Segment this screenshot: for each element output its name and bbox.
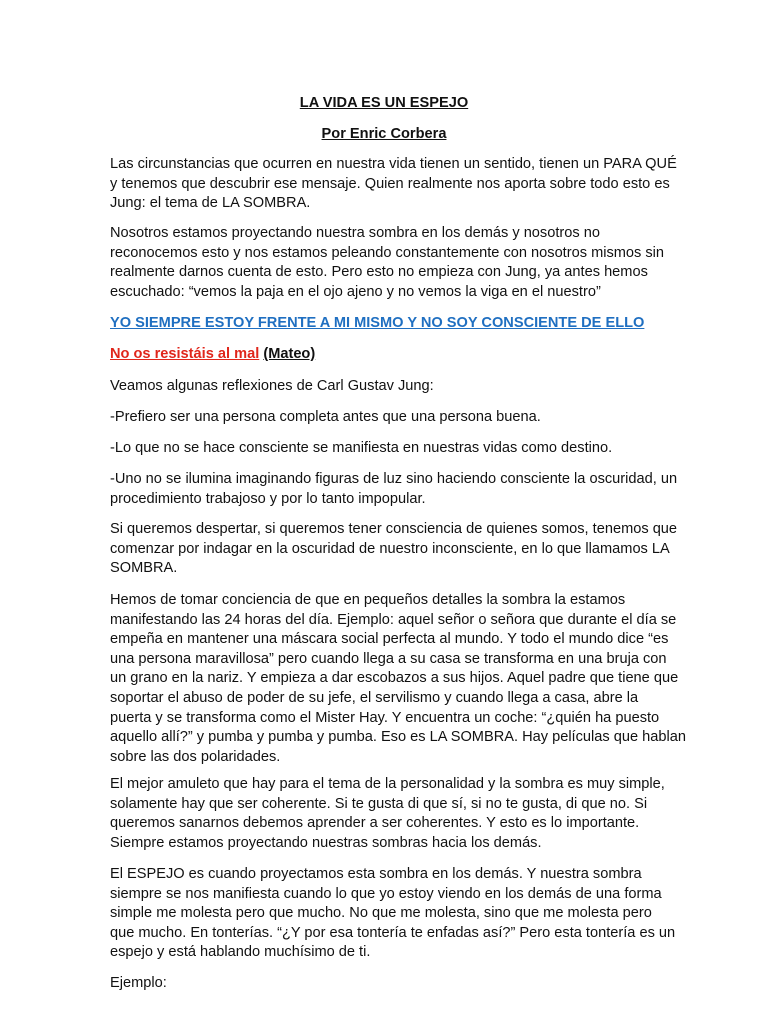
document-author: Por Enric Corbera bbox=[321, 126, 447, 142]
jung-quote-1: -Prefiero ser una persona completa antes que una persona buena. bbox=[110, 409, 541, 425]
paragraph-intro bbox=[110, 155, 677, 214]
text-line: solamente hay que ser coherente. Si te gusta di que sí, si no te gusta, di que no. Si bbox=[110, 795, 648, 812]
paragraph-despertar bbox=[110, 520, 678, 579]
text-line: aquello allí?” y pumba y pumba y pumba. Eso es LA SOMBRA. Hay películas que hablan bbox=[110, 729, 686, 746]
jung-quote-2: -Lo que no se hace consciente se manifiesta en nuestras vidas como destino. bbox=[110, 440, 613, 456]
text-line: empeña en mantener una máscara social perfecta al mundo. Y todo el mundo dice “es bbox=[110, 631, 669, 648]
text-line: comenzar por indagar en la oscuridad de nuestro inconsciente, en lo que llamamos LA bbox=[110, 540, 670, 557]
text-line: una persona maravillosa” pero cuando llega a su casa se transforma en una bruja con bbox=[110, 650, 667, 667]
text-line: Las circunstancias que ocurren en nuestra vida tienen un sentido, tienen un PARA QUÉ bbox=[110, 156, 677, 172]
text-line: reconocemos esto y nos estamos peleando constantemente con nosotros mismos sin bbox=[110, 244, 665, 261]
paragraph-espejo bbox=[110, 865, 676, 963]
text-line: un grano en la nariz. Y empieza a dar escobazos a sus hijos. Aquel padre que tiene que bbox=[110, 670, 679, 687]
text-line: sobre las dos polaridades. bbox=[110, 748, 281, 765]
text-line: puerta y se transforma como el Mister Hay. Y encuentra un coche: “¿quién ha puesto bbox=[110, 709, 660, 726]
text-line: siempre se nos manifiesta cuando lo que yo estoy viendo en los demás de una forma bbox=[110, 885, 662, 902]
text-line: Hemos de tomar conciencia de que en pequeños detalles la sombra la estamos bbox=[110, 592, 626, 608]
document-title: LA VIDA ES UN ESPEJO bbox=[299, 95, 469, 111]
text-line: y tenemos que descubrir ese mensaje. Quien realmente nos aporta sobre todo esto es bbox=[110, 175, 670, 192]
jung-intro: Veamos algunas reflexiones de Carl Gustav Jung: bbox=[110, 378, 434, 394]
text-line: SOMBRA. bbox=[110, 560, 178, 577]
ejemplo-label: Ejemplo: bbox=[110, 975, 167, 991]
text-line: -Uno no se ilumina imaginando figuras de luz sino haciendo consciente la oscuridad, un bbox=[110, 471, 678, 487]
text-line: El mejor amuleto que hay para el tema de la personalidad y la sombra es muy simple, bbox=[110, 776, 665, 792]
text-line: Jung: el tema de LA SOMBRA. bbox=[110, 195, 311, 212]
red-heading-reference: (Mateo) bbox=[263, 346, 316, 362]
red-heading: No os resistáis al mal bbox=[110, 346, 260, 362]
text-line: simple me molesta pero que mucho. No que me molesta, sino que me molesta pero bbox=[110, 905, 652, 922]
paragraph-proyeccion bbox=[110, 224, 665, 302]
text-line: Si queremos despertar, si queremos tener consciencia de quienes somos, tenemos que bbox=[110, 521, 678, 537]
text-line: soportar el abuso de poder de su jefe, el servilismo y cuando llega a casa, abre la bbox=[110, 689, 639, 706]
text-line: El ESPEJO es cuando proyectamos esta sombra en los demás. Y nuestra sombra bbox=[110, 866, 642, 882]
text-line: procedimiento trabajoso y por lo tanto impopular. bbox=[110, 490, 426, 507]
paragraph-conciencia bbox=[110, 591, 686, 767]
text-line: Siempre estamos proyectando nuestras sombras hacia los demás. bbox=[110, 834, 542, 851]
text-line: Nosotros estamos proyectando nuestra sombra en los demás y nosotros no bbox=[110, 225, 600, 241]
jung-quote-3 bbox=[110, 470, 678, 509]
text-line: manifestando las 24 horas del día. Ejemplo: aquel señor o señora que durante el día se bbox=[110, 611, 677, 628]
blue-heading: YO SIEMPRE ESTOY FRENTE A MI MISMO Y NO SOY CONSCIENTE DE ELLO bbox=[110, 315, 645, 331]
red-heading-line bbox=[110, 345, 315, 365]
text-line: queremos sanarnos debemos aprender a ser coherentes. Y esto es lo importante. bbox=[110, 815, 640, 832]
text-line: realmente darnos cuenta de esto. Pero esto no empieza con Jung, ya antes hemos bbox=[110, 264, 648, 281]
text-line: que mucho. En tonterías. “¿Y por esa tontería te enfadas así?” Pero esta tontería es un bbox=[110, 924, 676, 941]
text-line: espejo y está hablando muchísimo de ti. bbox=[110, 944, 371, 961]
paragraph-amuleto bbox=[110, 775, 665, 853]
text-line: escuchado: “vemos la paja en el ojo ajeno y no vemos la viga en el nuestro” bbox=[110, 283, 601, 300]
